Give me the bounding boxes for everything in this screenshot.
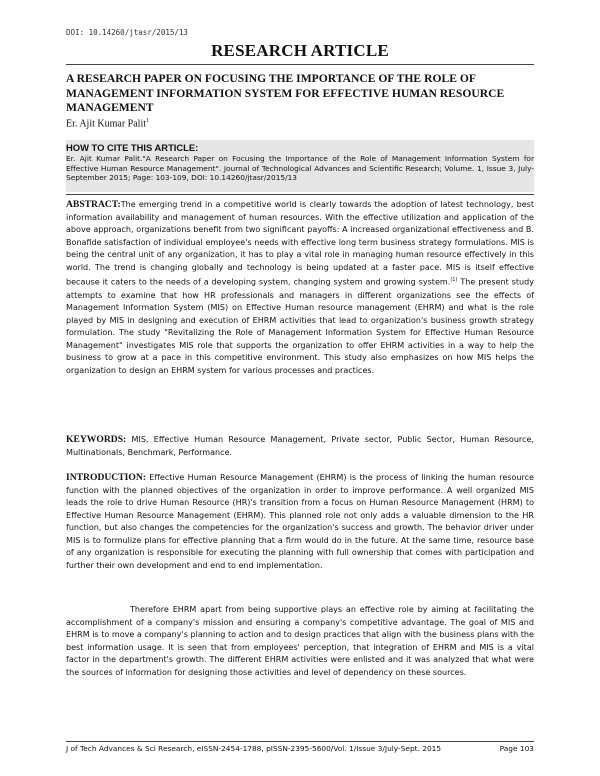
doi-line: DOI: 10.14260/jtasr/2015/13 <box>66 28 188 37</box>
keywords-label: KEYWORDS: <box>66 434 127 445</box>
introduction-paragraph <box>66 472 534 572</box>
citation-rule <box>66 194 534 195</box>
footer-journal-info: J of Tech Advances & Sci Research, eISSN-2454-1788, pISSN-2395-5600/Vol. 1/Issue 3/July-Sept. 2015 <box>66 744 442 753</box>
introduction-label: INTRODUCTION: <box>66 472 146 483</box>
section-heading: RESEARCH ARTICLE <box>211 41 389 60</box>
top-rule <box>66 64 534 65</box>
citation-heading: HOW TO CITE THIS ARTICLE: <box>66 142 199 153</box>
abstract-label: ABSTRACT: <box>66 199 121 210</box>
introduction-text: Effective Human Resource Management (EHRM) is the process of linking the human resource function with the planned objectives of the organization in order to improve performance. A well organized MIS leads the role to drive Human Resource (HR)'s transition from a focus on Human Resource Management (HRM) to Effective Human Resource Management (EHRM). This planned role not only adds a valuable dimension to the HR function, but also changes the competencies for the organization's success and growth. The behavior driver under MIS is to formulize plans for effective planning that a firm would do in the future. At the same time, resource base of any organization is responsible for executing the planning with full ownership that comes with participation and further their own development and end to end implementation. <box>66 473 534 570</box>
abstract-text-part2: The present study attempts to examine that how HR professionals and managers in different organizations see the effects of Management Information System (MIS) on Effective Human resource management (EHRM) and what is the role played by MIS in designing and execution of EHRM activities that lead to organization's business growth strategy formulation. The study "Revitalizing the Role of Management Information System for Effective Human Resource Management" investigates MIS role that supports the organization to offer EHRM activities in a way to help the business to grow at a pace in this competitive environment. This study also emphasizes on how MIS helps the organization to design an EHRM system for various processes and practices. <box>66 277 535 375</box>
author-line <box>66 118 149 129</box>
citation-text: Er. Ajit Kumar Palit."A Research Paper on Focusing the Importance of the Role of Management Information System for Effective Human Resource Management". Journal of Technological Advances and Scientific Research; Volume. 1, Issue 3, July-September 2015; Page: 103-109, DOI: 10.14260/jtasr/2015/13 <box>66 154 534 183</box>
author-name: Er. Ajit Kumar Palit <box>66 118 146 130</box>
paper-title: A RESEARCH PAPER ON FOCUSING THE IMPORTANCE OF THE ROLE OF MANAGEMENT INFORMATION SYSTEM FOR EFFECTIVE HUMAN RESOURCE MANAGEMENT <box>66 72 505 114</box>
body-paragraph-2: Therefore EHRM apart from being supportive plays an effective role by aiming at facilitating the accomplishment of a company's mission and ensuring a company's competitive advantage. The goal of MIS and EHRM is to move a company's planning to action and to design practices that align with the business plans with the best information usage. It is seen that from employees' perception, that integration of EHRM and MIS is a vital factor in the department's growth. The different EHRM activities were enlisted and it was analyzed that what were the sources of information for designing those activities and level of dependency on these sources. <box>66 605 534 677</box>
abstract-paragraph <box>66 199 534 377</box>
author-affiliation-marker: 1 <box>146 118 149 124</box>
keywords-paragraph <box>66 434 534 459</box>
abstract-reference: (1) <box>450 277 458 284</box>
keywords-text: MIS, Effective Human Resource Management, Private sector, Public Sector, Human Resource, Multinationals, Benchmark, Performance. <box>66 435 534 457</box>
footer-rule <box>66 741 534 742</box>
abstract-text-part1: The emerging trend in a competitive world is clearly towards the adoption of latest technology, best information availability and management of human resources. With the effective utilization and application of the above approach, organizations benefit from two significant payoffs: A increased organizational effectiveness and B. Bonafide satisfaction of individual employee's needs with effective long term business strategy formulations. MIS is being the central unit of any organization, it has to play a vital role in managing human resource effectively in this world. The trend is changing globally and technology is being updated at a faster pace. MIS is itself effective because it caters to the needs of a developing system, changing system and growing system. <box>66 200 534 287</box>
footer-page-number: Page 103 <box>499 744 534 753</box>
